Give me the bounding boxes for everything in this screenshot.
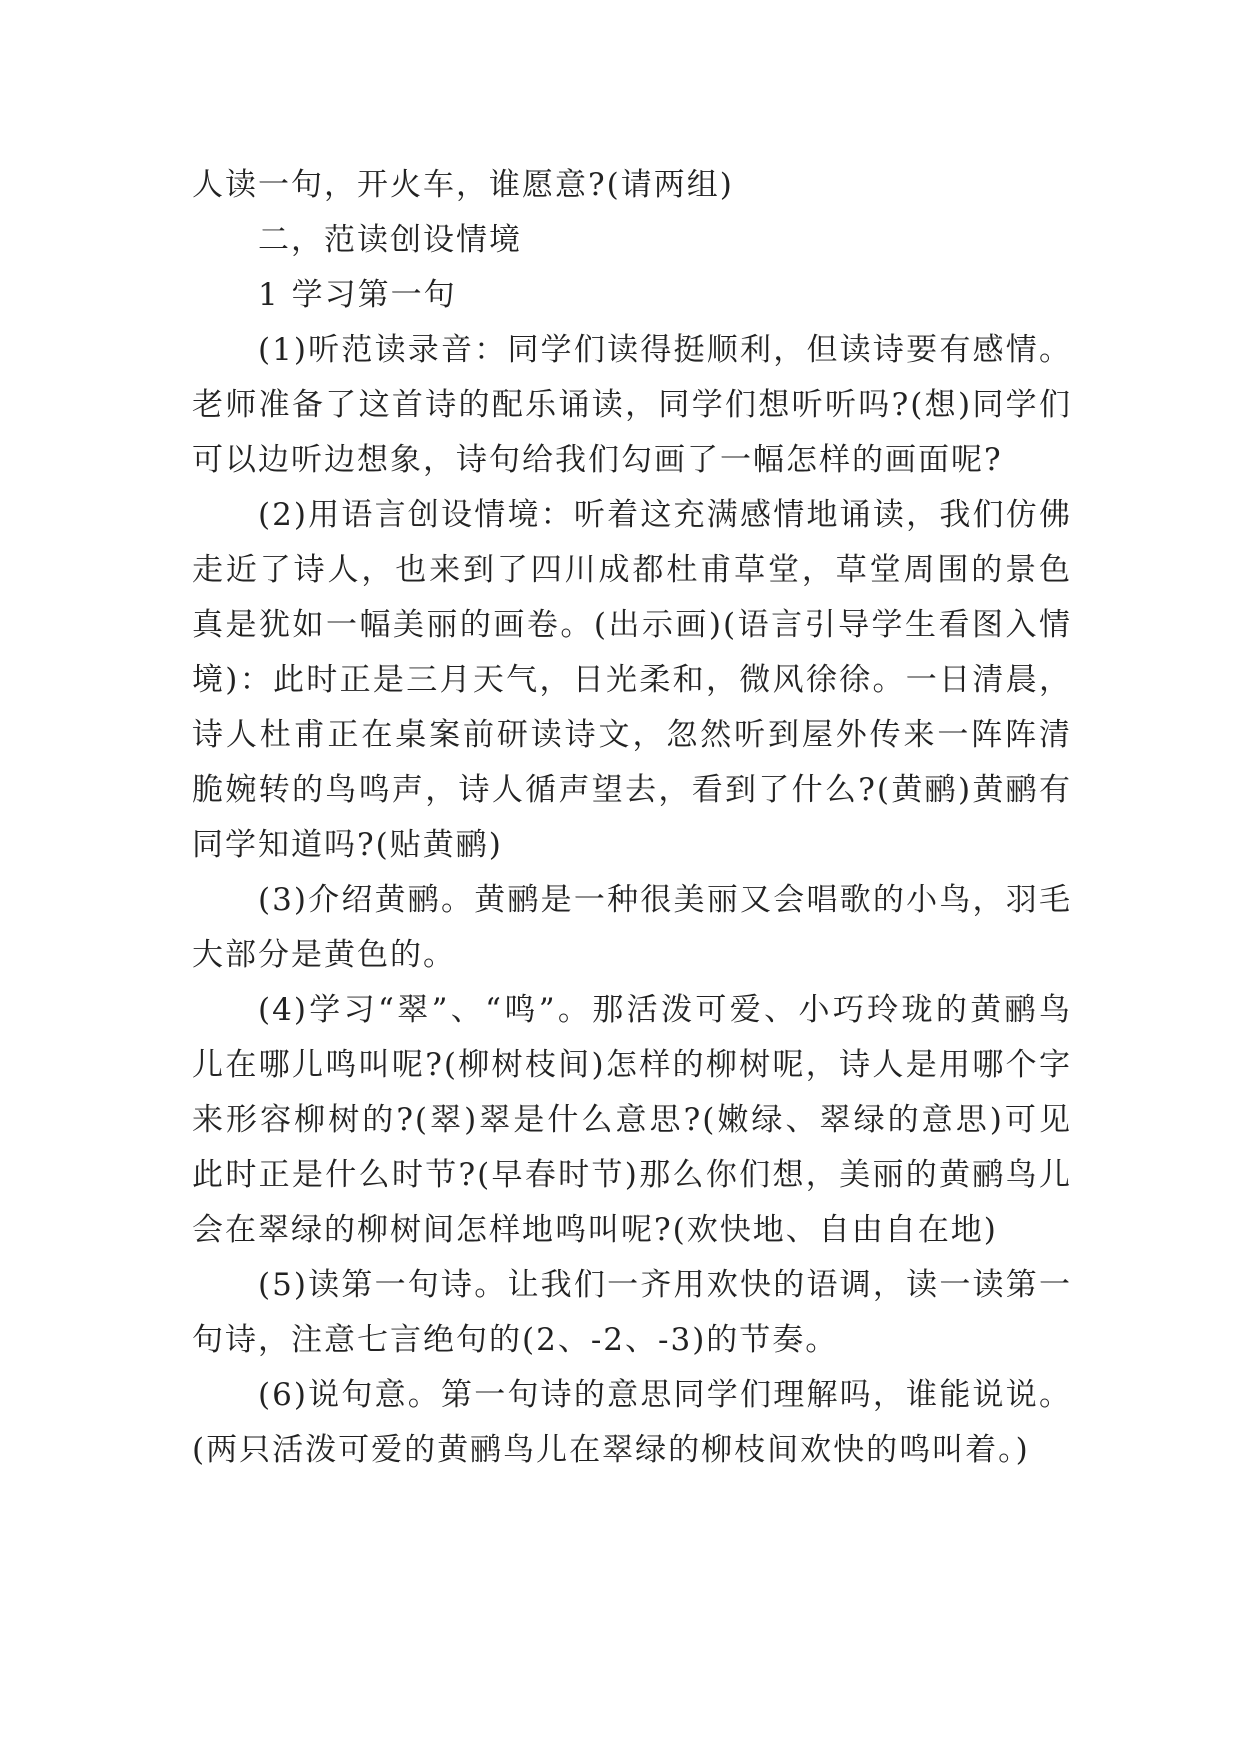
paragraph-1: 人读一句，开火车，谁愿意?(请两组): [192, 167, 734, 203]
section-heading-2: 二，范读创设情境: [258, 222, 522, 258]
paragraph-step-1: (1)听范读录音：同学们读得挺顺利，但读诗要有感情。老师准备了这首诗的配乐诵读，同学们想听听吗?(想)同学们可以边听边想象，诗句给我们勾画了一幅怎样的画面呢?: [192, 332, 1072, 478]
paragraph-step-2: (2)用语言创设情境：听着这充满感情地诵读，我们仿佛走近了诗人，也来到了四川成都杜甫草堂，草堂周围的景色真是犹如一幅美丽的画卷。(出示画)(语言引导学生看图入情境)：此时正是三月天气，日光柔和，微风徐徐。一日清晨，诗人杜甫正在桌案前研读诗文，忽然听到屋外传来一阵阵清脆婉转的鸟鸣声，诗人循声望去，看到了什么?(黄鹂)黄鹂有同学知道吗?(贴黄鹂): [192, 497, 1072, 863]
paragraph-step-3: (3)介绍黄鹂。黄鹂是一种很美丽又会唱歌的小鸟，羽毛大部分是黄色的。: [192, 882, 1072, 973]
body-text: [192, 158, 1072, 1478]
paragraph-step-6: (6)说句意。第一句诗的意思同学们理解吗，谁能说说。(两只活泼可爱的黄鹂鸟儿在翠绿的柳枝间欢快的鸣叫着。): [192, 1377, 1072, 1468]
subheading-study-first-line: 1 学习第一句: [258, 277, 457, 313]
paragraph-step-5: (5)读第一句诗。让我们一齐用欢快的语调，读一读第一句诗，注意七言绝句的(2、-2、-3)的节奏。: [192, 1267, 1072, 1358]
paragraph-step-4: (4)学习“翠”、“鸣”。那活泼可爱、小巧玲珑的黄鹂鸟儿在哪儿鸣叫呢?(柳树枝间)怎样的柳树呢，诗人是用哪个字来形容柳树的?(翠)翠是什么意思?(嫩绿、翠绿的意思)可见此时正是什么时节?(早春时节)那么你们想，美丽的黄鹂鸟儿会在翠绿的柳树间怎样地鸣叫呢?(欢快地、自由自在地): [192, 992, 1072, 1248]
